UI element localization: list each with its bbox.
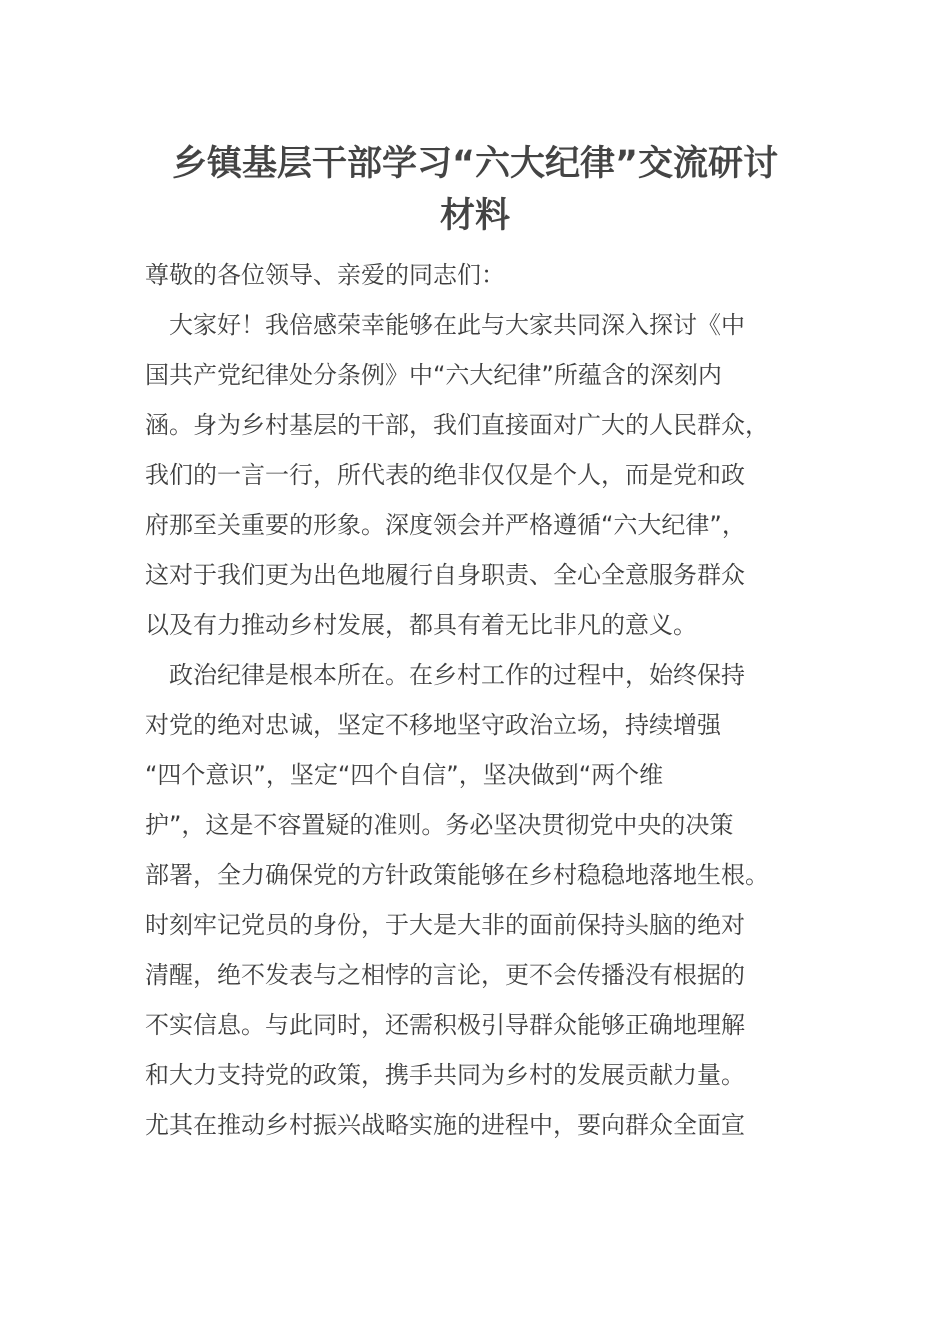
body-line: 对党的绝对忠诚，坚定不移地坚守政治立场，持续增强 xyxy=(145,711,721,739)
body-line: 涵。身为乡村基层的干部，我们直接面对广大的人民群众， xyxy=(145,411,769,439)
body-line: 府那至关重要的形象。深度领会并严格遵循“六大纪律”， xyxy=(145,511,746,539)
body-line: 部署，全力确保党的方针政策能够在乡村稳稳地落地生根。 xyxy=(145,861,769,889)
body-line: 时刻牢记党员的身份，于大是大非的面前保持头脑的绝对 xyxy=(145,911,745,939)
body-line: 政治纪律是根本所在。在乡村工作的过程中，始终保持 xyxy=(145,661,745,689)
salutation: 尊敬的各位领导、亲爱的同志们： xyxy=(145,261,505,289)
document-title xyxy=(145,138,805,242)
body-line: 护”，这是不容置疑的准则。务必坚决贯彻党中央的决策 xyxy=(145,811,734,839)
body-line: 国共产党纪律处分条例》中“六大纪律”所蕴含的深刻内 xyxy=(145,361,722,389)
body-line: 我们的一言一行，所代表的绝非仅仅是个人，而是党和政 xyxy=(145,461,745,489)
body-line: 不实信息。与此同时，还需积极引导群众能够正确地理解 xyxy=(145,1011,745,1039)
body-line: “四个意识”，坚定“四个自信”，坚决做到“两个维 xyxy=(145,761,664,789)
document-body xyxy=(145,250,805,1150)
title-line-2: 材料 xyxy=(439,196,510,236)
body-line: 尤其在推动乡村振兴战略实施的进程中，要向群众全面宣 xyxy=(145,1111,745,1139)
body-line: 和大力支持党的政策，携手共同为乡村的发展贡献力量。 xyxy=(145,1061,745,1089)
body-line: 这对于我们更为出色地履行自身职责、全心全意服务群众 xyxy=(145,561,745,589)
body-line: 大家好！我倍感荣幸能够在此与大家共同深入探讨《中 xyxy=(145,311,745,339)
title-line-1: 乡镇基层干部学习“六大纪律”交流研讨 xyxy=(171,144,778,184)
body-line: 清醒，绝不发表与之相悖的言论，更不会传播没有根据的 xyxy=(145,961,745,989)
body-line: 以及有力推动乡村发展，都具有着无比非凡的意义。 xyxy=(145,611,697,639)
